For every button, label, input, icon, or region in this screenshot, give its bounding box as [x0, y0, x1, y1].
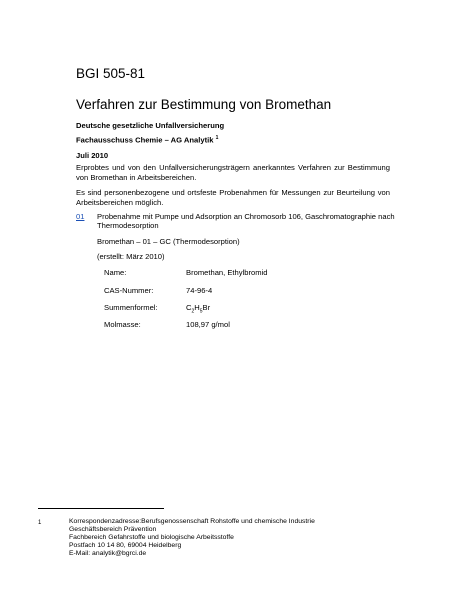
property-label-formula: Summenformel:: [104, 303, 158, 312]
footnote-text: [69, 518, 315, 558]
sampling-paragraph: Es sind personenbezogene und ortsfeste Probenahmen für Messungen zur Beurteilung von Arbeitsbereichen möglich.: [76, 188, 390, 207]
property-value-name: Bromethan, Ethylbromid: [186, 268, 268, 277]
intro-paragraph: Erprobtes und von den Unfallversicherungsträgern anerkanntes Verfahren zur Bestimmung von Bromethan in Arbeitsbereichen.: [76, 163, 390, 182]
method-link[interactable]: 01: [76, 212, 85, 221]
footnote-marker: 1: [38, 520, 42, 526]
property-value-molar-mass: 108,97 g/mol: [186, 320, 230, 329]
property-label-cas: CAS-Nummer:: [104, 286, 154, 295]
method-description: Probenahme mit Pumpe und Adsorption an Chromosorb 106, Gaschromatographie nach Thermodesorption: [97, 212, 395, 230]
footnote-line: Geschäftsbereich Prävention: [69, 526, 157, 533]
document-id: BGI 505-81: [76, 66, 146, 81]
footnote-separator: [38, 508, 164, 509]
footnote-line: Fachbereich Gefahrstoffe und biologische Arbeitsstoffe: [69, 534, 234, 541]
property-label-molar-mass: Molmasse:: [104, 320, 141, 329]
document-title: Verfahren zur Bestimmung von Bromethan: [76, 97, 332, 112]
property-label-name: Name:: [104, 268, 127, 277]
property-value-cas: 74-96-4: [186, 286, 213, 295]
footnote-reference[interactable]: 1: [215, 135, 219, 141]
footnote-line: Korrespondenzadresse:Berufsgenossenschaft Rohstoffe und chemische Industrie: [69, 518, 315, 525]
method-name: Bromethan – 01 – GC (Thermodesorption): [97, 237, 240, 246]
property-value-formula: $C_2H_5Br$: [186, 303, 211, 315]
organization: Deutsche gesetzliche Unfallversicherung: [76, 121, 225, 130]
footnote-email[interactable]: E-Mail: analytik@bgrci.de: [69, 550, 147, 557]
method-created-date: (erstellt: März 2010): [97, 252, 165, 261]
footnote-line: Postfach 10 14 80, 69004 Heidelberg: [69, 542, 182, 549]
committee-name: Fachausschuss Chemie – AG Analytik: [76, 135, 214, 145]
committee: [76, 135, 218, 145]
publication-date: Juli 2010: [76, 151, 109, 160]
